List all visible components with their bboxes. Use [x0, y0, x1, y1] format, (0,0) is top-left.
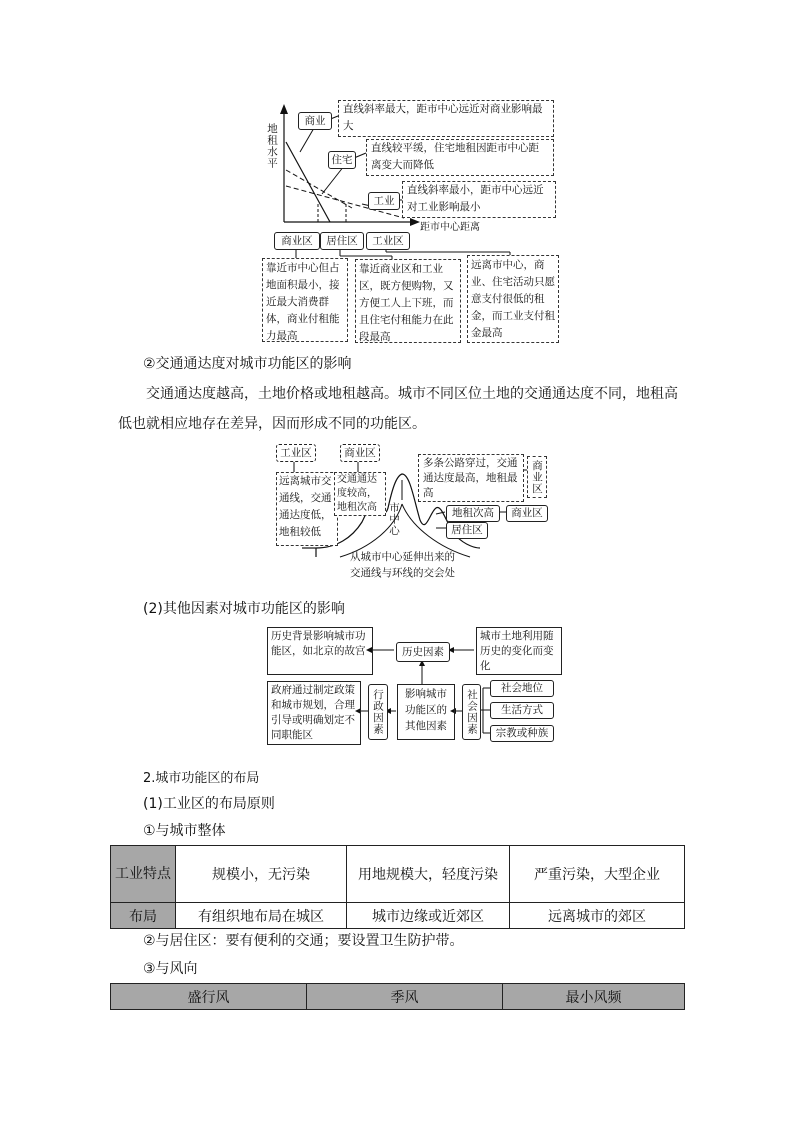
relation-wind-subheading: ③与风向 — [143, 961, 198, 977]
industry-feature-cell: 用地规模大，轻度污染 — [347, 846, 510, 903]
peak-accessibility-note: 多条公路穿过，交通通达度最高，地租最高 — [418, 454, 524, 502]
accessibility-commerce-note: 交通通达度较高，地租次高 — [334, 472, 386, 516]
industry-layout-subheading: (1)工业区的布局原则 — [143, 796, 275, 812]
accessibility-commerce-side-label: 商业区 — [527, 456, 547, 498]
social-status-item: 社会地位 — [490, 680, 554, 697]
lifestyle-item: 生活方式 — [490, 702, 554, 719]
accessibility-residence-label: 居住区 — [446, 522, 488, 539]
religion-ethnicity-item: 宗教或种族 — [490, 725, 554, 742]
industry-feature-row — [111, 846, 685, 903]
wind-table — [110, 983, 685, 1010]
residence-zone-label: 居住区 — [320, 232, 364, 250]
y-axis-label: 地租水平 — [266, 123, 278, 169]
industry-zone-description: 远离市中心，商业、住宅活动只愿意支付很低的租金，而工业支付租金最高 — [467, 255, 559, 343]
industry-feature-cell: 严重污染，大型企业 — [510, 846, 685, 903]
second-rent-label: 地租次高 — [446, 505, 500, 522]
industry-slope-note: 直线斜率最小，距市中心远近对工业影响最小 — [402, 181, 556, 218]
industry-curve-label: 工业 — [368, 192, 400, 210]
history-factor-box: 历史因素 — [396, 642, 450, 662]
accessibility-industry-label: 工业区 — [276, 444, 316, 462]
industry-zone-label: 工业区 — [366, 232, 410, 250]
industry-location-row — [111, 903, 685, 929]
wind-table-header: 盛行风 — [111, 984, 307, 1010]
admin-factor-box: 行政因素 — [368, 684, 388, 740]
commerce-slope-note: 直线斜率最大，距市中心远近对商业影响最大 — [338, 100, 554, 137]
industry-location-cell: 远离城市的郊区 — [510, 903, 685, 929]
wind-table-header-row — [111, 984, 685, 1010]
other-factors-center-box: 影响城市功能区的其他因素 — [397, 684, 455, 740]
industry-location-header: 布局 — [111, 903, 176, 929]
relation-city-subheading: ①与城市整体 — [143, 823, 226, 839]
commerce-zone-description: 靠近市中心但占地面积最小，接近最大消费群体，商业付租能力最高 — [262, 258, 348, 342]
accessibility-industry-note: 远离城市交通线，交通通达度低，地租较低 — [276, 472, 338, 546]
commerce-zone-label: 商业区 — [274, 232, 320, 250]
accessibility-commerce-label: 商业区 — [340, 444, 380, 462]
traffic-paragraph: 交通通达度越高，土地价格或地租越高。城市不同区位土地的交通通达度不同，地租高低也就相应地存在差异，因而形成不同的功能区。 — [118, 386, 678, 432]
residence-zone-description: 靠近商业区和工业区，既方便购物，又方便工人上下班，而且住宅付租能力在此段最高 — [355, 259, 461, 343]
industry-feature-cell: 规模小，无污染 — [176, 846, 347, 903]
relation-residence-text: ②与居住区：要有便利的交通；要设置卫生防护带。 — [143, 933, 464, 949]
industry-feature-header: 工业特点 — [111, 846, 176, 903]
industry-location-cell: 城市边缘或近郊区 — [347, 903, 510, 929]
residence-curve-label: 住宅 — [328, 151, 356, 169]
industry-location-cell: 有组织地布局在城区 — [176, 903, 347, 929]
history-example-box: 历史背景影响城市功能区，如北京的故宫 — [267, 627, 373, 675]
accessibility-bottom-note: 从城市中心延伸出来的交通线与环线的交会处 — [350, 551, 455, 579]
city-center-label: 市中心 — [388, 502, 400, 537]
accessibility-commerce-right-label: 商业区 — [506, 505, 548, 522]
industry-layout-table — [110, 845, 685, 929]
traffic-section-heading: ②交通通达度对城市功能区的影响 — [143, 356, 352, 372]
wind-table-header: 季风 — [307, 984, 503, 1010]
wind-table-header: 最小风频 — [503, 984, 685, 1010]
other-factors-heading: (2)其他因素对城市功能区的影响 — [143, 601, 345, 617]
residence-slope-note: 直线较平缓，住宅地租因距市中心距离变大而降低 — [366, 139, 554, 176]
layout-section-heading: 2.城市功能区的布局 — [143, 771, 260, 786]
government-policy-box: 政府通过制定政策和城市规划，合理引导或明确划定不同职能区 — [267, 681, 361, 745]
commerce-curve-label: 商业 — [298, 112, 332, 130]
history-change-box: 城市土地利用随历史的变化而变化 — [476, 627, 562, 675]
x-axis-label: 距市中心距离 — [420, 222, 480, 233]
social-factor-box: 社会因素 — [462, 684, 481, 740]
